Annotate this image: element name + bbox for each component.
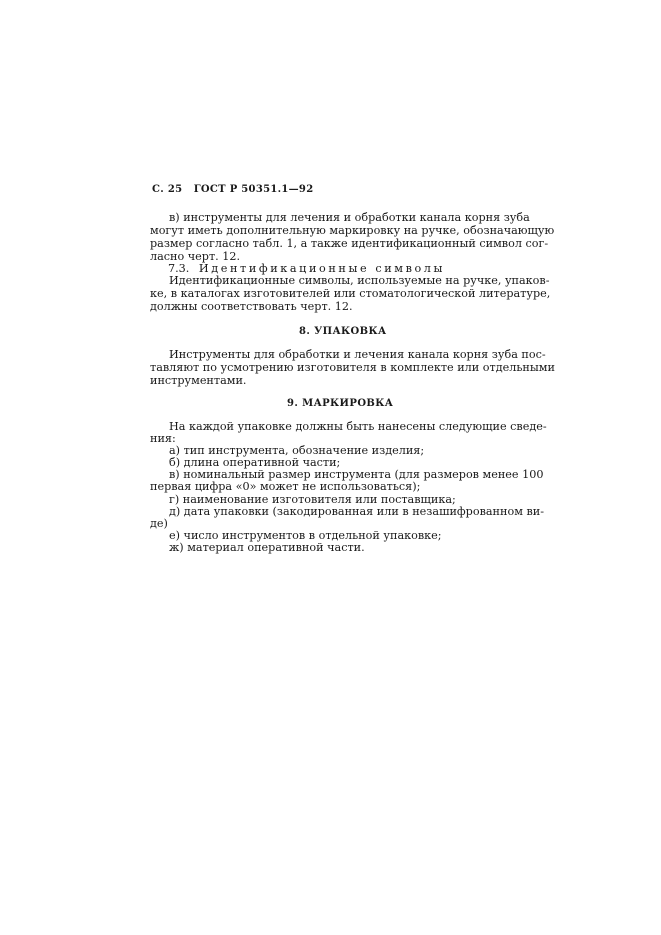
item-v-line-2: могут иметь дополнительную маркировку на ручке, обозначающую <box>150 224 555 237</box>
standard-code: ГОСТ Р 50351.1—92 <box>193 184 314 195</box>
list-item-g: г) наименование изготовителя или поставщика; <box>169 493 456 506</box>
clause-number: 7.3. <box>168 262 190 275</box>
section-8-line-2: тавляют по усмотрению изготовителя в комплекте или отдельными <box>150 361 555 374</box>
section-8-heading: 8. УПАКОВКА <box>299 326 387 337</box>
item-v-line-4: ласно черт. 12. <box>150 250 241 263</box>
section-9-intro-line-2: ния: <box>150 432 176 445</box>
clause-7-3-line-1: Идентификационные символы, используемые на ручке, упаков- <box>169 274 550 287</box>
item-v-line-1: в) инструменты для лечения и обработки канала корня зуба <box>169 211 530 224</box>
list-item-zh: ж) материал оперативной части. <box>169 541 365 554</box>
list-item-v-line-1: в) номинальный размер инструмента (для размеров менее 100 <box>169 468 544 481</box>
list-item-d-line-1: д) дата упаковки (закодированная или в незашифрованном ви- <box>169 505 544 518</box>
item-v-line-3: размер согласно табл. 1, а также идентификационный символ сог- <box>150 237 549 250</box>
clause-7-3-line-3: должны соответствовать черт. 12. <box>150 300 353 313</box>
section-9-heading: 9. МАРКИРОВКА <box>287 398 394 409</box>
page-header <box>152 184 313 195</box>
page-number: С. 25 <box>152 184 183 195</box>
clause-title: Идентификационные символы <box>198 262 446 275</box>
list-item-a: а) тип инструмента, обозначение изделия; <box>169 444 425 457</box>
list-item-b: б) длина оперативной части; <box>169 456 341 469</box>
section-9-intro-line-1: На каждой упаковке должны быть нанесены следующие сведе- <box>169 420 547 433</box>
section-8-line-3: инструментами. <box>150 374 247 387</box>
section-8-line-1: Инструменты для обработки и лечения канала корня зуба пос- <box>169 348 546 361</box>
clause-7-3-line-2: ке, в каталогах изготовителей или стоматологической литературе, <box>150 287 551 300</box>
list-item-d-line-2: де) <box>150 517 168 530</box>
list-item-v-line-2: первая цифра «0» может не использоваться); <box>150 480 421 493</box>
list-item-e: е) число инструментов в отдельной упаковке; <box>169 529 442 542</box>
